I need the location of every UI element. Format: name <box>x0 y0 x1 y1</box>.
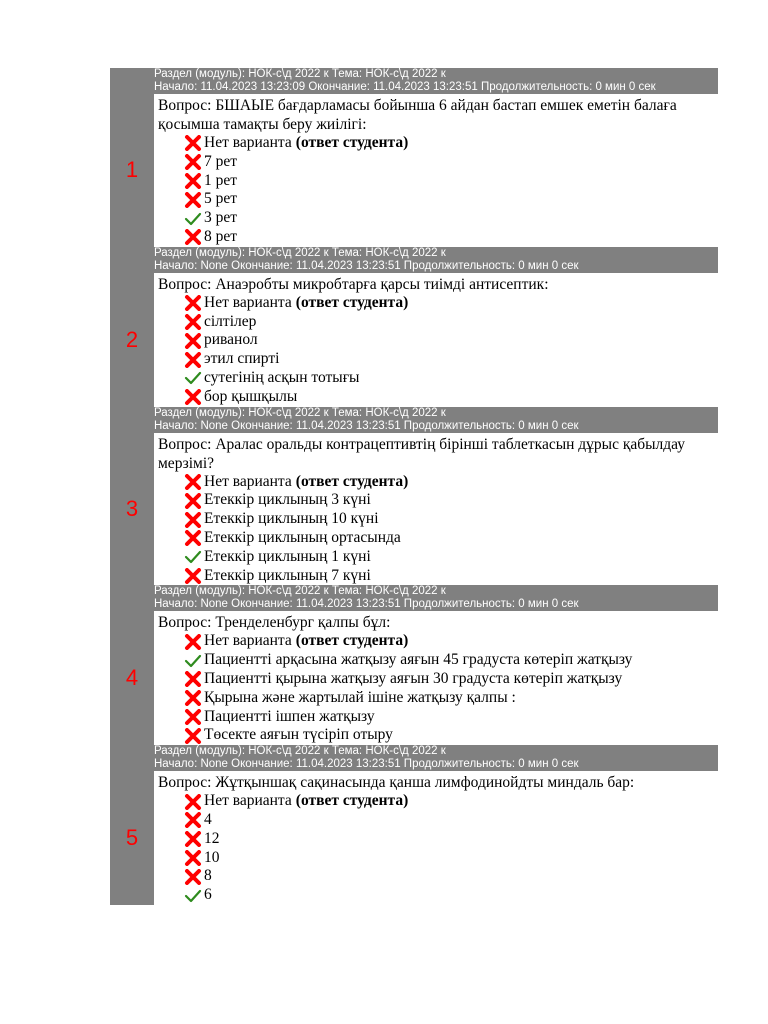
answer-text: Нет варианта <box>204 792 292 810</box>
header-section-topic: Раздел (модуль): НОК-с\д 2022 к Тема: НОК-с\д 2022 к <box>154 745 446 758</box>
header-timing: Начало: 11.04.2023 13:23:09 Окончание: 11.04.2023 13:23:51 Продолжительность: 0 мин 0 сек <box>154 81 656 93</box>
cross-icon <box>184 568 202 584</box>
answer-option <box>184 792 718 811</box>
answer-text: 5 рет <box>204 190 238 208</box>
answer-text: Нет варианта <box>204 134 292 151</box>
cross-icon <box>184 192 202 208</box>
question-header <box>154 247 718 273</box>
answer-text: Етеккір циклының 1 күні <box>204 547 371 565</box>
cross-icon <box>184 493 202 509</box>
student-answer-note: (ответ студента) <box>295 632 409 650</box>
cross-icon <box>184 850 202 866</box>
answer-text: 8 <box>204 867 212 885</box>
check-icon <box>184 370 202 386</box>
answer-option <box>184 331 718 350</box>
question-block <box>110 68 718 247</box>
question-number: 3 <box>125 495 139 521</box>
check-icon <box>184 888 202 904</box>
header-section-topic: Раздел (модуль): НОК-с\д 2022 к Тема: НОК-с\д 2022 к <box>154 246 446 259</box>
cross-icon <box>184 512 202 528</box>
question-block <box>110 247 718 407</box>
check-icon <box>184 211 202 227</box>
header-section-topic: Раздел (модуль): НОК-с\д 2022 к Тема: НОК-с\д 2022 к <box>154 585 446 598</box>
answer-text: сілтілер <box>204 312 257 330</box>
answer-options <box>158 792 718 905</box>
answer-text: 4 <box>204 810 212 828</box>
answer-option <box>184 134 718 153</box>
student-answer-note: (ответ студента) <box>295 472 409 490</box>
answer-option <box>184 313 718 332</box>
answer-text: Етеккір циклының ортасында <box>204 528 401 546</box>
number-column <box>110 433 154 586</box>
answer-text: Пациентті қырына жатқызу аяғын 30 градуста көтеріп жатқызу <box>204 669 623 687</box>
answer-option <box>184 689 718 708</box>
answer-text: Нет варианта <box>204 472 292 490</box>
answer-option <box>184 294 718 313</box>
cross-icon <box>184 794 202 810</box>
cross-icon <box>184 135 202 151</box>
question-text: Вопрос: Аралас оральды контрацептивтің бірінші таблеткасын дұрыс қабылдау мерзімі? <box>158 435 686 472</box>
answer-option <box>184 369 718 388</box>
answer-option <box>184 190 718 209</box>
check-icon <box>184 549 202 565</box>
question-content <box>154 771 718 905</box>
answer-options <box>158 134 718 247</box>
student-answer-note: (ответ студента) <box>295 792 409 810</box>
answer-text: бор қышқылы <box>204 387 298 405</box>
student-answer-note: (ответ студента) <box>295 134 409 151</box>
answer-option <box>184 388 718 407</box>
question-header <box>154 585 718 611</box>
answer-text: 3 рет <box>204 209 238 227</box>
answer-option <box>184 473 718 492</box>
cross-icon <box>184 869 202 885</box>
answer-option <box>184 172 718 191</box>
header-section-topic: Раздел (модуль): НОК-с\д 2022 к Тема: НОК-с\д 2022 к <box>154 406 446 419</box>
answer-text: Пациентті ішпен жатқызу <box>204 707 375 725</box>
question-number: 1 <box>125 157 139 183</box>
header-timing: Начало: None Окончание: 11.04.2023 13:23:51 Продолжительность: 0 мин 0 сек <box>154 419 579 432</box>
answer-text: 1 рет <box>204 171 238 189</box>
answer-option <box>184 708 718 727</box>
cross-icon <box>184 333 202 349</box>
answer-option <box>184 209 718 228</box>
answer-option <box>184 548 718 567</box>
question-content <box>154 433 718 586</box>
question-text: Вопрос: Тренделенбург қалпы бұл: <box>158 614 391 632</box>
question-header <box>154 745 718 771</box>
answer-option <box>184 153 718 172</box>
check-icon <box>184 653 202 669</box>
answer-option <box>184 632 718 651</box>
number-column <box>110 94 154 247</box>
answer-text: сутегінің асқын тотығы <box>204 368 360 386</box>
question-text: Вопрос: Жұтқыншақ сақинасында қанша лимфодинойдты миндаль бар: <box>158 774 635 792</box>
cross-icon <box>184 530 202 546</box>
answer-option <box>184 529 718 548</box>
answer-options <box>158 473 718 586</box>
question-content <box>154 94 718 247</box>
answer-option <box>184 867 718 886</box>
cross-icon <box>184 728 202 744</box>
cross-icon <box>184 690 202 706</box>
question-block <box>110 745 718 905</box>
cross-icon <box>184 154 202 170</box>
answer-text: Етеккір циклының 3 күні <box>204 491 371 509</box>
question-number: 2 <box>125 326 139 352</box>
answer-options <box>158 294 718 407</box>
answer-option <box>184 726 718 745</box>
question-text: Вопрос: Анаэробты микробтарға қарсы тиімді антисептик: <box>158 275 549 293</box>
answer-text: Қырына және жартылай ішіне жатқызу қалпы : <box>204 688 516 706</box>
question-content <box>154 611 718 745</box>
answer-options <box>158 632 718 745</box>
question-block <box>110 407 718 586</box>
cross-icon <box>184 709 202 725</box>
answer-text: этил спирті <box>204 350 280 368</box>
answer-option <box>184 567 718 586</box>
answer-text: 8 рет <box>204 227 238 245</box>
answer-option <box>184 350 718 369</box>
answer-option <box>184 491 718 510</box>
cross-icon <box>184 831 202 847</box>
answer-text: Төсекте аяғын түсіріп отыру <box>204 726 393 744</box>
cross-icon <box>184 352 202 368</box>
cross-icon <box>184 295 202 311</box>
cross-icon <box>184 389 202 405</box>
answer-option <box>184 510 718 529</box>
results-sheet <box>110 68 718 905</box>
header-timing: Начало: None Окончание: 11.04.2023 13:23:51 Продолжительность: 0 мин 0 сек <box>154 259 579 272</box>
answer-option <box>184 849 718 868</box>
answer-text: риванол <box>204 331 258 349</box>
question-block <box>110 585 718 745</box>
header-section-topic: Раздел (модуль): НОК-с\д 2022 к Тема: НОК-с\д 2022 к <box>154 68 446 80</box>
question-number: 5 <box>125 825 139 851</box>
answer-option <box>184 670 718 689</box>
question-header <box>154 68 718 94</box>
number-column <box>110 771 154 905</box>
header-timing: Начало: None Окончание: 11.04.2023 13:23:51 Продолжительность: 0 мин 0 сек <box>154 758 579 771</box>
number-column <box>110 611 154 745</box>
cross-icon <box>184 474 202 490</box>
cross-icon <box>184 314 202 330</box>
answer-text: 7 рет <box>204 152 238 170</box>
question-text: Вопрос: БШАЫЕ бағдарламасы бойынша 6 айдан бастап емшек еметін балаға қосымша тамақты беру жиілігі: <box>158 97 677 133</box>
student-answer-note: (ответ студента) <box>295 293 409 311</box>
cross-icon <box>184 173 202 189</box>
answer-text: 12 <box>204 829 220 847</box>
answer-text: Пациентті арқасына жатқызу аяғын 45 градуста көтеріп жатқызу <box>204 651 633 669</box>
answer-option <box>184 228 718 247</box>
answer-option <box>184 811 718 830</box>
answer-text: 6 <box>204 886 212 904</box>
answer-option <box>184 886 718 905</box>
question-content <box>154 273 718 407</box>
cross-icon <box>184 229 202 245</box>
answer-text: Нет варианта <box>204 632 292 650</box>
question-number: 4 <box>125 665 139 691</box>
cross-icon <box>184 812 202 828</box>
answer-text: Етеккір циклының 7 күні <box>204 566 371 584</box>
answer-option <box>184 830 718 849</box>
cross-icon <box>184 634 202 650</box>
cross-icon <box>184 671 202 687</box>
header-timing: Начало: None Окончание: 11.04.2023 13:23:51 Продолжительность: 0 мин 0 сек <box>154 598 579 611</box>
number-column <box>110 273 154 407</box>
answer-text: Етеккір циклының 10 күні <box>204 510 379 528</box>
answer-text: 10 <box>204 848 220 866</box>
answer-text: Нет варианта <box>204 293 292 311</box>
question-header <box>154 407 718 433</box>
answer-option <box>184 651 718 670</box>
